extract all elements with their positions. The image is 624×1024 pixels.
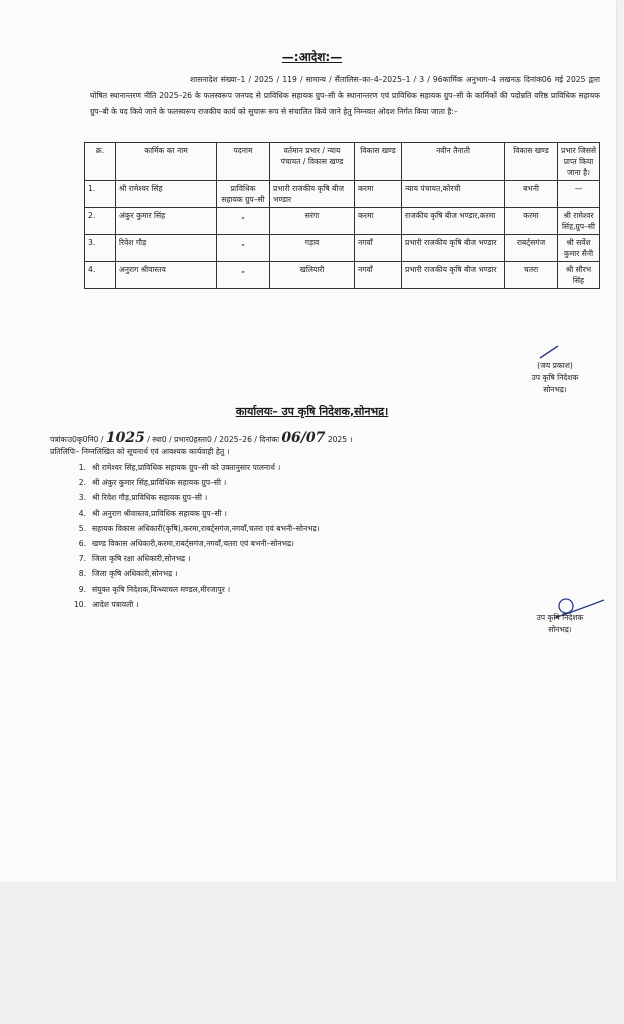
ref-number: 1025 xyxy=(105,430,145,446)
cell: करमा xyxy=(505,208,558,235)
cell: अनुराग श्रीवास्तव xyxy=(116,262,217,289)
cell: रिवेश गौड़ xyxy=(116,235,217,262)
table-row xyxy=(85,235,600,262)
table-row xyxy=(85,262,600,289)
list-item: 10. आदेश पत्रावली । xyxy=(73,599,139,609)
cell: राजकीय कृषि बीज भण्डार,करमा xyxy=(402,208,505,235)
list-item: 1. श्री रामेश्वर सिंह,प्राविधिक सहायक ग्रुप–सी को उक्तानुसार पालनार्थ । xyxy=(78,463,281,472)
copy-list xyxy=(60,460,580,612)
reference-line xyxy=(50,432,610,446)
list-item: 9. संयुक्त कृषि निदेशक,विन्ध्याचल मण्डल,मीरजापुर । xyxy=(78,584,231,594)
cell: प्राविधिक सहायक ग्रुप–सी xyxy=(217,181,270,208)
col-designation: पदनाम xyxy=(217,143,270,181)
signatory-designation: उप कृषि निदेशक xyxy=(536,613,584,622)
ref-date: 06/07 xyxy=(281,430,326,446)
ref-prefix: पत्रांकःउ0कृ0नि0 / xyxy=(50,435,104,444)
order-heading: —:आदेश:— xyxy=(281,50,343,64)
office-title: कार्यालयः– उप कृषि निदेशक,सोनभद्र। xyxy=(235,405,389,418)
cell: „ xyxy=(217,235,270,262)
cell: चतरा xyxy=(505,262,558,289)
cell: प्रभारी राजकीय कृषि बीज भण्डार xyxy=(402,235,505,262)
signatory-block xyxy=(500,360,610,396)
copy-intro: प्रतिलिपिः– निम्नलिखित को सूचनार्थ एवं आवश्यक कार्यवाही हेतु । xyxy=(50,447,230,456)
col-charge-from: प्रभार जिससे प्राप्त किया जाना है। xyxy=(558,143,600,181)
ref-year: 2025 । xyxy=(327,435,353,444)
cell: „ xyxy=(217,208,270,235)
cell: 1. xyxy=(85,181,116,208)
table-header-row xyxy=(85,143,600,181)
col-serial: क्र. xyxy=(85,143,116,181)
cell: — xyxy=(558,181,600,208)
list-item: 2. श्री अंकुर कुमार सिंह,प्राविधिक सहायक ग्रुप–सी । xyxy=(78,478,227,488)
cell: नगवॉं xyxy=(355,262,402,289)
col-employee-name: कार्मिक का नाम xyxy=(116,143,217,181)
cell: प्रभारी राजकीय कृषि बीज भण्डार xyxy=(270,181,355,208)
table-row xyxy=(85,208,600,235)
signatory-designation: उप कृषि निदेशक xyxy=(531,373,579,382)
cell: 2. xyxy=(85,208,116,235)
cell: प्रभारी राजकीय कृषि बीज भण्डार xyxy=(402,262,505,289)
table-row xyxy=(85,181,600,208)
background-area xyxy=(0,882,624,1024)
order-intro-paragraph: शासनादेश संख्या–1 / 2025 / 119 / सामान्य / सैंतालिस–का–4–2025–1 / 3 / 96कार्मिक अनुभाग–4 लखनऊ दिनांक06 मई 2025 द्वारा घोषित स्थानान्तरण नीति 2025–26 के फलस्वरूप जनपद से प्राविधिक सहायक ग्रुप–सी के स्थानान्तरण एवं प्राविधिक सहायक ग्रुप–सी के कार्मिकों की पदोन्नति वरिष्ठ प्राविधिक सहायक ग्रुप–बी के पद किये जाने के फलस्वरूप राजकीय कार्य को सुचारू रूप से संचालित किये जाने हेतु निम्नवत ओदश निर्गत किया जाता है:– xyxy=(90,75,600,116)
list-item: 3. श्री रिवेश गौड़,प्राविधिक सहायक ग्रुप–सी । xyxy=(78,493,208,503)
cell: न्याय पंचायत,कोरची xyxy=(402,181,505,208)
cell: अंकुर कुमार सिंह xyxy=(116,208,217,235)
col-new-block: विकास खण्ड xyxy=(505,143,558,181)
cell: करमा xyxy=(355,208,402,235)
signatory-place: सोनभद्र। xyxy=(543,385,567,394)
list-item: 4. श्री अनुराग श्रीवास्तव,प्राविधिक सहायक ग्रुप–सी । xyxy=(78,508,227,518)
col-block: विकास खण्ड xyxy=(355,143,402,181)
list-item: 7. जिला कृषि रक्षा अधिकारी,सोनभद्र । xyxy=(78,554,191,564)
cell: नगवॉं xyxy=(355,235,402,262)
cell: करमा xyxy=(355,181,402,208)
list-item: 6. खण्ड विकास अधिकारी,करमा,राबर्ट्सगंज,नगवॉं,चतरा एवं बभनी–सोनभद्र। xyxy=(78,539,294,549)
col-current-charge: वर्तमान प्रभार / न्याय पंचायत / विकास खण्ड xyxy=(270,143,355,181)
cell: श्री सर्वेश कुमार सैनी xyxy=(558,235,600,262)
cell: बभनी xyxy=(505,181,558,208)
cell: गड़ाव xyxy=(270,235,355,262)
cell: खलियारी xyxy=(270,262,355,289)
signatory-block-2 xyxy=(510,612,610,636)
signature-mark xyxy=(538,344,560,360)
cell: श्री रामेश्वर सिंह xyxy=(116,181,217,208)
cell: 4. xyxy=(85,262,116,289)
list-item: 8. जिला कृषि अधिकारी,सोनभद्र । xyxy=(78,569,178,579)
cell: 3. xyxy=(85,235,116,262)
signatory-name: (जय प्रकाश) xyxy=(537,361,573,370)
cell: „ xyxy=(217,262,270,289)
cell: श्री रामेश्वर सिंह,ग्रुप–सी xyxy=(558,208,600,235)
col-new-posting: नवीन तैनाती xyxy=(402,143,505,181)
signatory-place: सोनभद्र। xyxy=(548,625,572,634)
cell: सरंगा xyxy=(270,208,355,235)
list-item: 5. सहायक विकास अधिकारी(कृषि),करमा,राबर्ट्सगंज,नगवॉं,चतरा एवं बभनी–सोनभद्र। xyxy=(78,523,320,533)
ref-middle: / स्था0 / प्रभार0हस्ता0 / 2025–26 / दिनांकः xyxy=(147,435,279,444)
cell: श्री सौरभ सिंह xyxy=(558,262,600,289)
transfer-table xyxy=(84,142,600,289)
cell: राबर्ट्सगंज xyxy=(505,235,558,262)
